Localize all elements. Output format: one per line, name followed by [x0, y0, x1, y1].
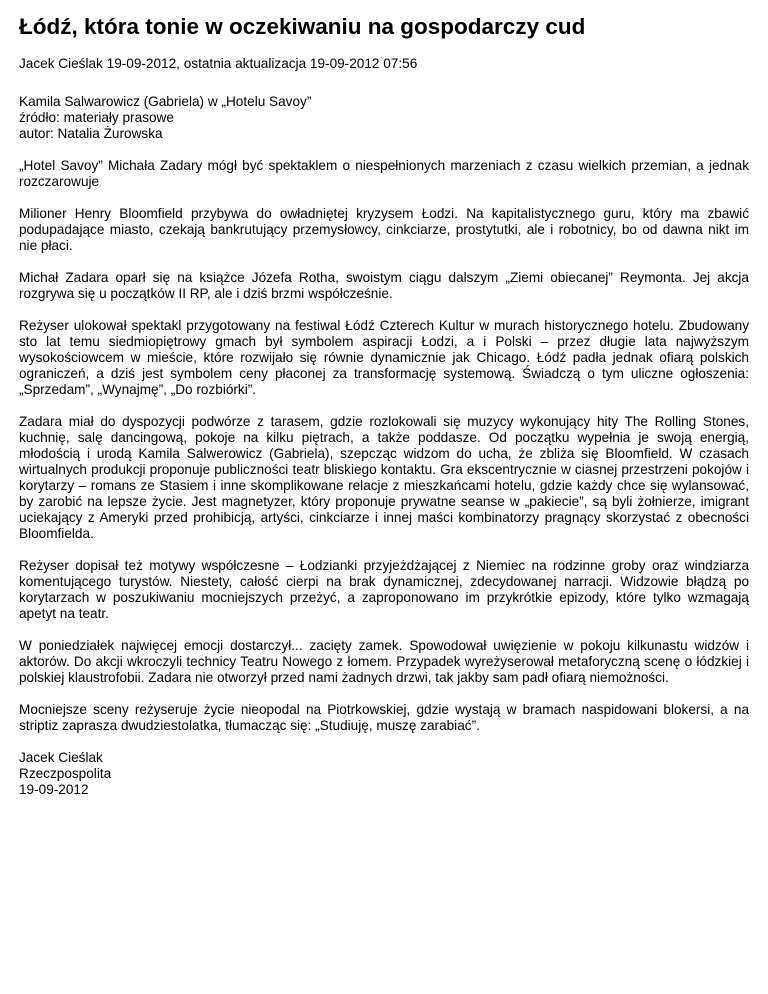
article-byline: Jacek Cieślak 19-09-2012, ostatnia aktualizacja 19-09-2012 07:56	[19, 56, 418, 71]
signature-block	[19, 750, 749, 798]
paragraph-lead: „Hotel Savoy” Michała Zadary mógł być spektaklem o niespełnionych marzeniach z czasu wielkich przemian, a jednak rozczarowuje	[19, 158, 749, 189]
photo-caption: Kamila Salwarowicz (Gabriela) w „Hotelu Savoy”	[19, 94, 312, 109]
photo-caption-block	[19, 94, 749, 142]
paragraph: Zadara miał do dyspozycji podwórze z tarasem, gdzie rozlokowali się muzycy wykonujący hity The Rolling Stones, kuchnię, salę dancingową, pokoje na kilku piętrach, a także poddasze. Od początku wypełnia je swoją energią, młodością i urodą Kamila Salwerowicz (Gabriela), szepcząc widzom do ucha, że zbliża się Bloomfield. W czasach wirtualnych produkcji proponuje publiczności teatr bliskiego kontaktu. Gra ekscentrycznie w ciasnej przestrzeni pokojów i korytarzy – romans ze Stasiem i inne skomplikowane relacje z mieszkańcami hotelu, gdzie każdy chce się wylansować, by zarobić na lepsze życie. Jest magnetyzer, który proponuje prywatne seanse w „pakiecie”, są byli żołnierze, imigrant uciekający z Ameryki przed prohibicją, artyści, cinkciarze i innej maści kombinatorzy pragnący skorzystać z obecności Bloomfielda.	[19, 414, 749, 541]
signature-author: Jacek Cieślak	[19, 750, 103, 765]
signature-date: 19-09-2012	[19, 782, 89, 797]
photo-source: źródło: materiały prasowe	[19, 110, 174, 125]
photo-author: autor: Natalia Żurowska	[19, 126, 163, 141]
paragraph: Michał Zadara oparł się na książce Józefa Rotha, swoistym ciągu dalszym „Ziemi obiecanej” Reymonta. Jej akcja rozgrywa się u początków II RP, ale i dziś brzmi współcześnie.	[19, 270, 749, 301]
paragraph: Reżyser ulokował spektakl przygotowany na festiwal Łódź Czterech Kultur w murach historycznego hotelu. Zbudowany sto lat temu siedmiopiętrowy gmach był symbolem aspiracji Łodzi, a i Polski – przez długie lata najwyższym wysokościowcem w mieście, które rozwijało się równie dynamicznie jak Chicago. Łódź padła jednak ofiarą polskich ograniczeń, a dziś jest symbolem ceny płaconej za transformację systemową. Świadczą o tym uliczne ogłoszenia: „Sprzedam”, „Wynajmę”, „Do rozbiórki”.	[19, 318, 749, 397]
paragraph: Mocniejsze sceny reżyseruje życie nieopodal na Piotrkowskiej, gdzie wystają w bramach naspidowani blokersi, a na striptiz zaprasza dwudziestolatka, tłumacząc się: „Studiuję, muszę zarabiać”.	[19, 702, 749, 733]
article-title: Łódź, która tonie w oczekiwaniu na gospodarczy cud	[19, 14, 586, 39]
signature-publication: Rzeczpospolita	[19, 766, 112, 781]
paragraph: Milioner Henry Bloomfield przybywa do owładniętej kryzysem Łodzi. Na kapitalistycznego guru, który ma zbawić podupadające miasto, czekają bankrutujący przemysłowcy, cinkciarze, prostytutki, ale i robotnicy, bo od dawna nikt im nie płaci.	[19, 206, 749, 253]
paragraph: W poniedziałek najwięcej emocji dostarczył... zacięty zamek. Spowodował uwięzienie w pokoju kilkunastu widzów i aktorów. Do akcji wkroczyli technicy Teatru Nowego z łomem. Przypadek wyreżyserował metaforyczną scenę o łódzkiej i polskiej klaustrofobii. Zadara nie otworzył przed nami żadnych drzwi, tak jakby sam padł ofiarą niemożności.	[19, 638, 749, 685]
paragraph: Reżyser dopisał też motywy współczesne – Łodzianki przyjeżdżającej z Niemiec na rodzinne groby oraz windziarza komentującego turystów. Niestety, całość cierpi na brak dynamicznej, zdecydowanej narracji. Widzowie błądzą po korytarzach w poszukiwaniu mocniejszych przeżyć, a zaproponowano im przykrótkie epizody, które tylko wzmagają apetyt na teatr.	[19, 558, 749, 621]
